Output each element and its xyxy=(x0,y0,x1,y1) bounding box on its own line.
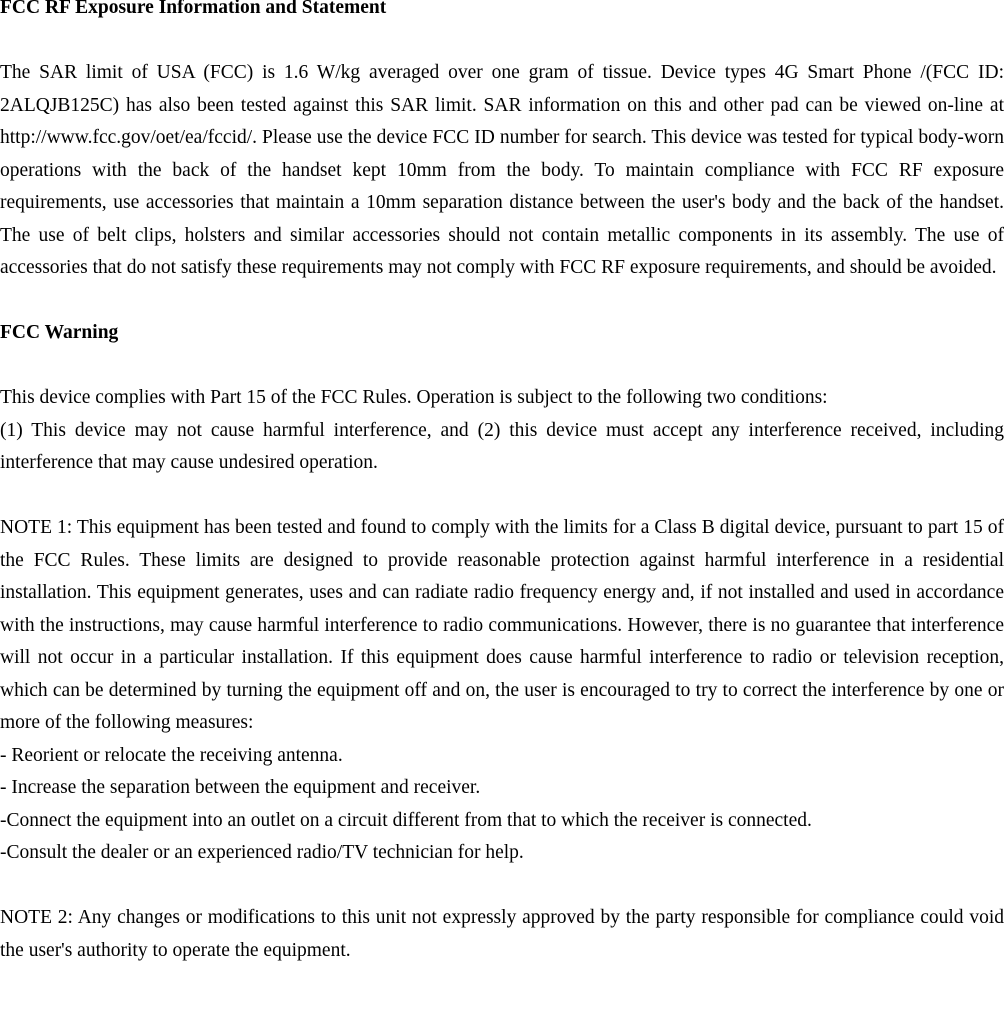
note2-body: NOTE 2: Any changes or modifications to this unit not expressly approved by the party responsible for compliance could void the user's authority to operate the equipment. xyxy=(0,907,1004,961)
fcc-warning-intro: This device complies with Part 15 of the FCC Rules. Operation is subject to the following two conditions: xyxy=(0,387,828,408)
note1-section xyxy=(0,512,1004,870)
fcc-warning-section xyxy=(0,317,1004,480)
note1-body: NOTE 1: This equipment has been tested and found to comply with the limits for a Class B digital device, pursuant to part 15 of the FCC Rules. These limits are designed to provide reasonable protection against harmful interference in a residential installation. This equipment generates, uses and can radiate radio frequency energy and, if not installed and used in accordance with the instructions, may cause harmful interference to radio communications. However, there is no guarantee that interference will not occur in a particular installation. If this equipment does cause harmful interference to radio or television reception, which can be determined by turning the equipment off and on, the user is encouraged to try to correct the interference by one or more of the following measures: xyxy=(0,517,1004,733)
fcc-warning-heading: FCC Warning xyxy=(0,322,119,343)
spacer xyxy=(0,285,1004,318)
spacer xyxy=(0,350,1004,383)
rf-exposure-heading: FCC RF Exposure Information and Statement xyxy=(0,0,387,18)
fcc-warning-conditions: (1) This device may not cause harmful interference, and (2) this device must accept any interference received, including interference that may cause undesired operation. xyxy=(0,419,1004,473)
measure-item: - Increase the separation between the equipment and receiver. xyxy=(0,777,481,798)
spacer xyxy=(0,25,1004,58)
spacer xyxy=(0,870,1004,903)
rf-exposure-body: The SAR limit of USA (FCC) is 1.6 W/kg averaged over one gram of tissue. Device types 4G Smart Phone /(FCC ID: 2ALQJB125C) has also been tested against this SAR limit. SAR information on this and other pad can be viewed on‐line at http://www.fcc.gov/oet/ea/fccid/. Please use the device FCC ID number for search. This device was tested for typical body-worn operations with the back of the handset kept 10mm from the body. To maintain compliance with FCC RF exposure requirements, use accessories that maintain a 10mm separation distance between the user's body and the back of the handset. The use of belt clips, holsters and similar accessories should not contain metallic components in its assembly. The use of accessories that do not satisfy these requirements may not comply with FCC RF exposure requirements, and should be avoided. xyxy=(0,62,1004,278)
spacer xyxy=(0,480,1004,513)
measure-item: -Connect the equipment into an outlet on a circuit different from that to which the receiver is connected. xyxy=(0,809,812,831)
note2-section xyxy=(0,902,1004,967)
measure-item: -Consult the dealer or an experienced radio/TV technician for help. xyxy=(0,842,524,863)
measure-item: - Reorient or relocate the receiving antenna. xyxy=(0,744,343,766)
rf-exposure-section xyxy=(0,0,1004,285)
